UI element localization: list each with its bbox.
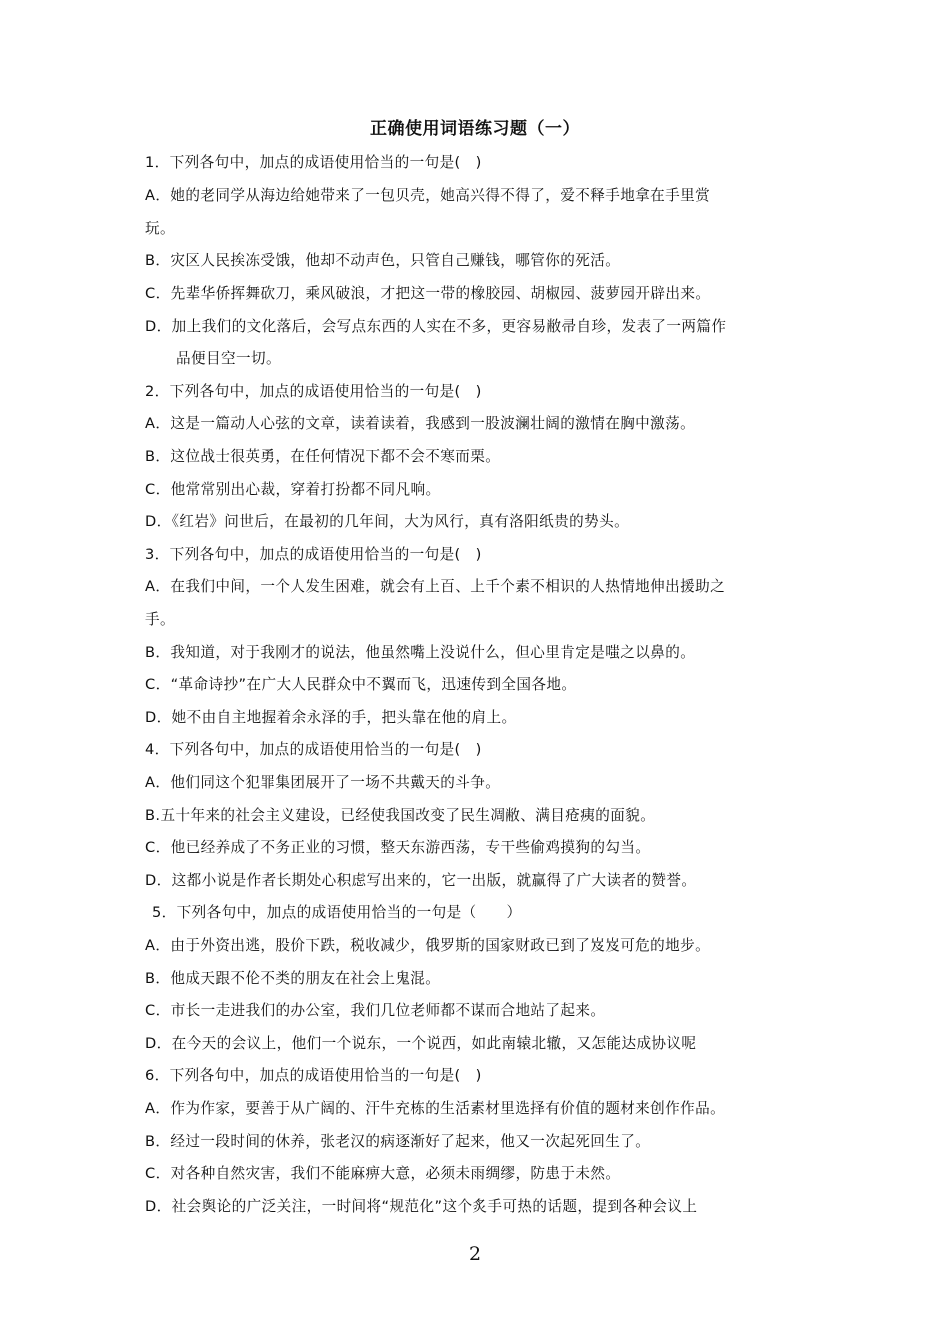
question-1-option-d: D．加上我们的文化落后，会写点东西的人实在不多，更容易敝帚自珍，发表了一两篇作 [145,318,727,335]
question-6-stem: 6．下列各句中，加点的成语使用恰当的一句是( ) [145,1067,482,1084]
question-1-stem: 1．下列各句中，加点的成语使用恰当的一句是( ) [145,154,482,171]
question-1-option-d-continued: 品便目空一切。 [176,350,281,367]
question-1-option-a: A．她的老同学从海边给她带来了一包贝壳，她高兴得不得了，爱不释手地拿在手里赏 [145,187,711,204]
question-3-option-d: D．她不由自主地握着余永泽的手，把头靠在他的肩上。 [145,709,517,726]
question-4-option-b: B.五十年来的社会主义建设，已经使我国改变了民生凋敝、满目疮痍的面貌。 [145,807,656,824]
question-1-option-a-continued: 玩。 [145,220,175,237]
question-3-option-a-continued: 手。 [145,611,175,628]
question-1-option-b: B．灾区人民挨冻受饿，他却不动声色，只管自己赚钱，哪管你的死活。 [145,252,621,269]
question-3-option-b: B．我知道，对于我刚才的说法，他虽然嘴上没说什么，但心里肯定是嗤之以鼻的。 [145,644,696,661]
question-3-option-a: A．在我们中间，一个人发生困难，就会有上百、上千个素不相识的人热情地伸出援助之 [145,578,726,595]
question-2-option-a: A．这是一篇动人心弦的文章，读着读着，我感到一股波澜壮阔的激情在胸中激荡。 [145,415,696,432]
question-4-stem: 4．下列各句中，加点的成语使用恰当的一句是( ) [145,741,482,758]
question-4-option-d: D．这都小说是作者长期处心积虑写出来的，它一出版，就赢得了广大读者的赞誉。 [145,872,697,889]
question-6-option-d: D．社会舆论的广泛关注，一时间将“规范化”这个炙手可热的话题，提到各种会议上 [145,1198,698,1215]
question-4-option-c: C．他已经养成了不务正业的习惯，整天东游西荡，专干些偷鸡摸狗的勾当。 [145,839,651,856]
page-number: 2 [468,1243,482,1265]
question-5-option-d: D．在今天的会议上，他们一个说东，一个说西，如此南辕北辙，又怎能达成协议呢 [145,1035,697,1052]
question-6-option-b: B．经过一段时间的休养，张老汉的病逐渐好了起来，他又一次起死回生了。 [145,1133,651,1150]
question-6-option-a: A．作为作家，要善于从广阔的、汗牛充栋的生活素材里选择有价值的题材来创作作品。 [145,1100,726,1117]
document-title: 正确使用词语练习题（一） [370,119,580,139]
question-5-stem: 5．下列各句中，加点的成语使用恰当的一句是（ ） [152,904,522,921]
question-5-option-c: C．市长一走进我们的办公室，我们几位老师都不谋而合地站了起来。 [145,1002,606,1019]
question-2-option-b: B．这位战士很英勇，在任何情况下都不会不寒而栗。 [145,448,501,465]
question-6-option-c: C．对各种自然灾害，我们不能麻痹大意，必须未雨绸缪，防患于未然。 [145,1165,621,1182]
question-4-option-a: A．他们同这个犯罪集团展开了一场不共戴天的斗争。 [145,774,501,791]
question-1-option-c: C．先辈华侨挥舞砍刀，乘风破浪，才把这一带的橡胶园、胡椒园、菠萝园开辟出来。 [145,285,711,302]
question-2-stem: 2．下列各句中，加点的成语使用恰当的一句是( ) [145,383,482,400]
question-5-option-a: A．由于外资出逃，股价下跌，税收减少，俄罗斯的国家财政已到了岌岌可危的地步。 [145,937,711,954]
question-3-option-c: C．“革命诗抄”在广大人民群众中不翼而飞，迅速传到全国各地。 [145,676,577,693]
question-3-stem: 3．下列各句中，加点的成语使用恰当的一句是( ) [145,546,482,563]
question-2-option-c: C．他常常别出心裁，穿着打扮都不同凡响。 [145,481,441,498]
question-5-option-b: B．他成天跟不伦不类的朋友在社会上鬼混。 [145,970,441,987]
question-2-option-d: D．《红岩》问世后，在最初的几年间，大为风行，真有洛阳纸贵的势头。 [145,513,630,530]
